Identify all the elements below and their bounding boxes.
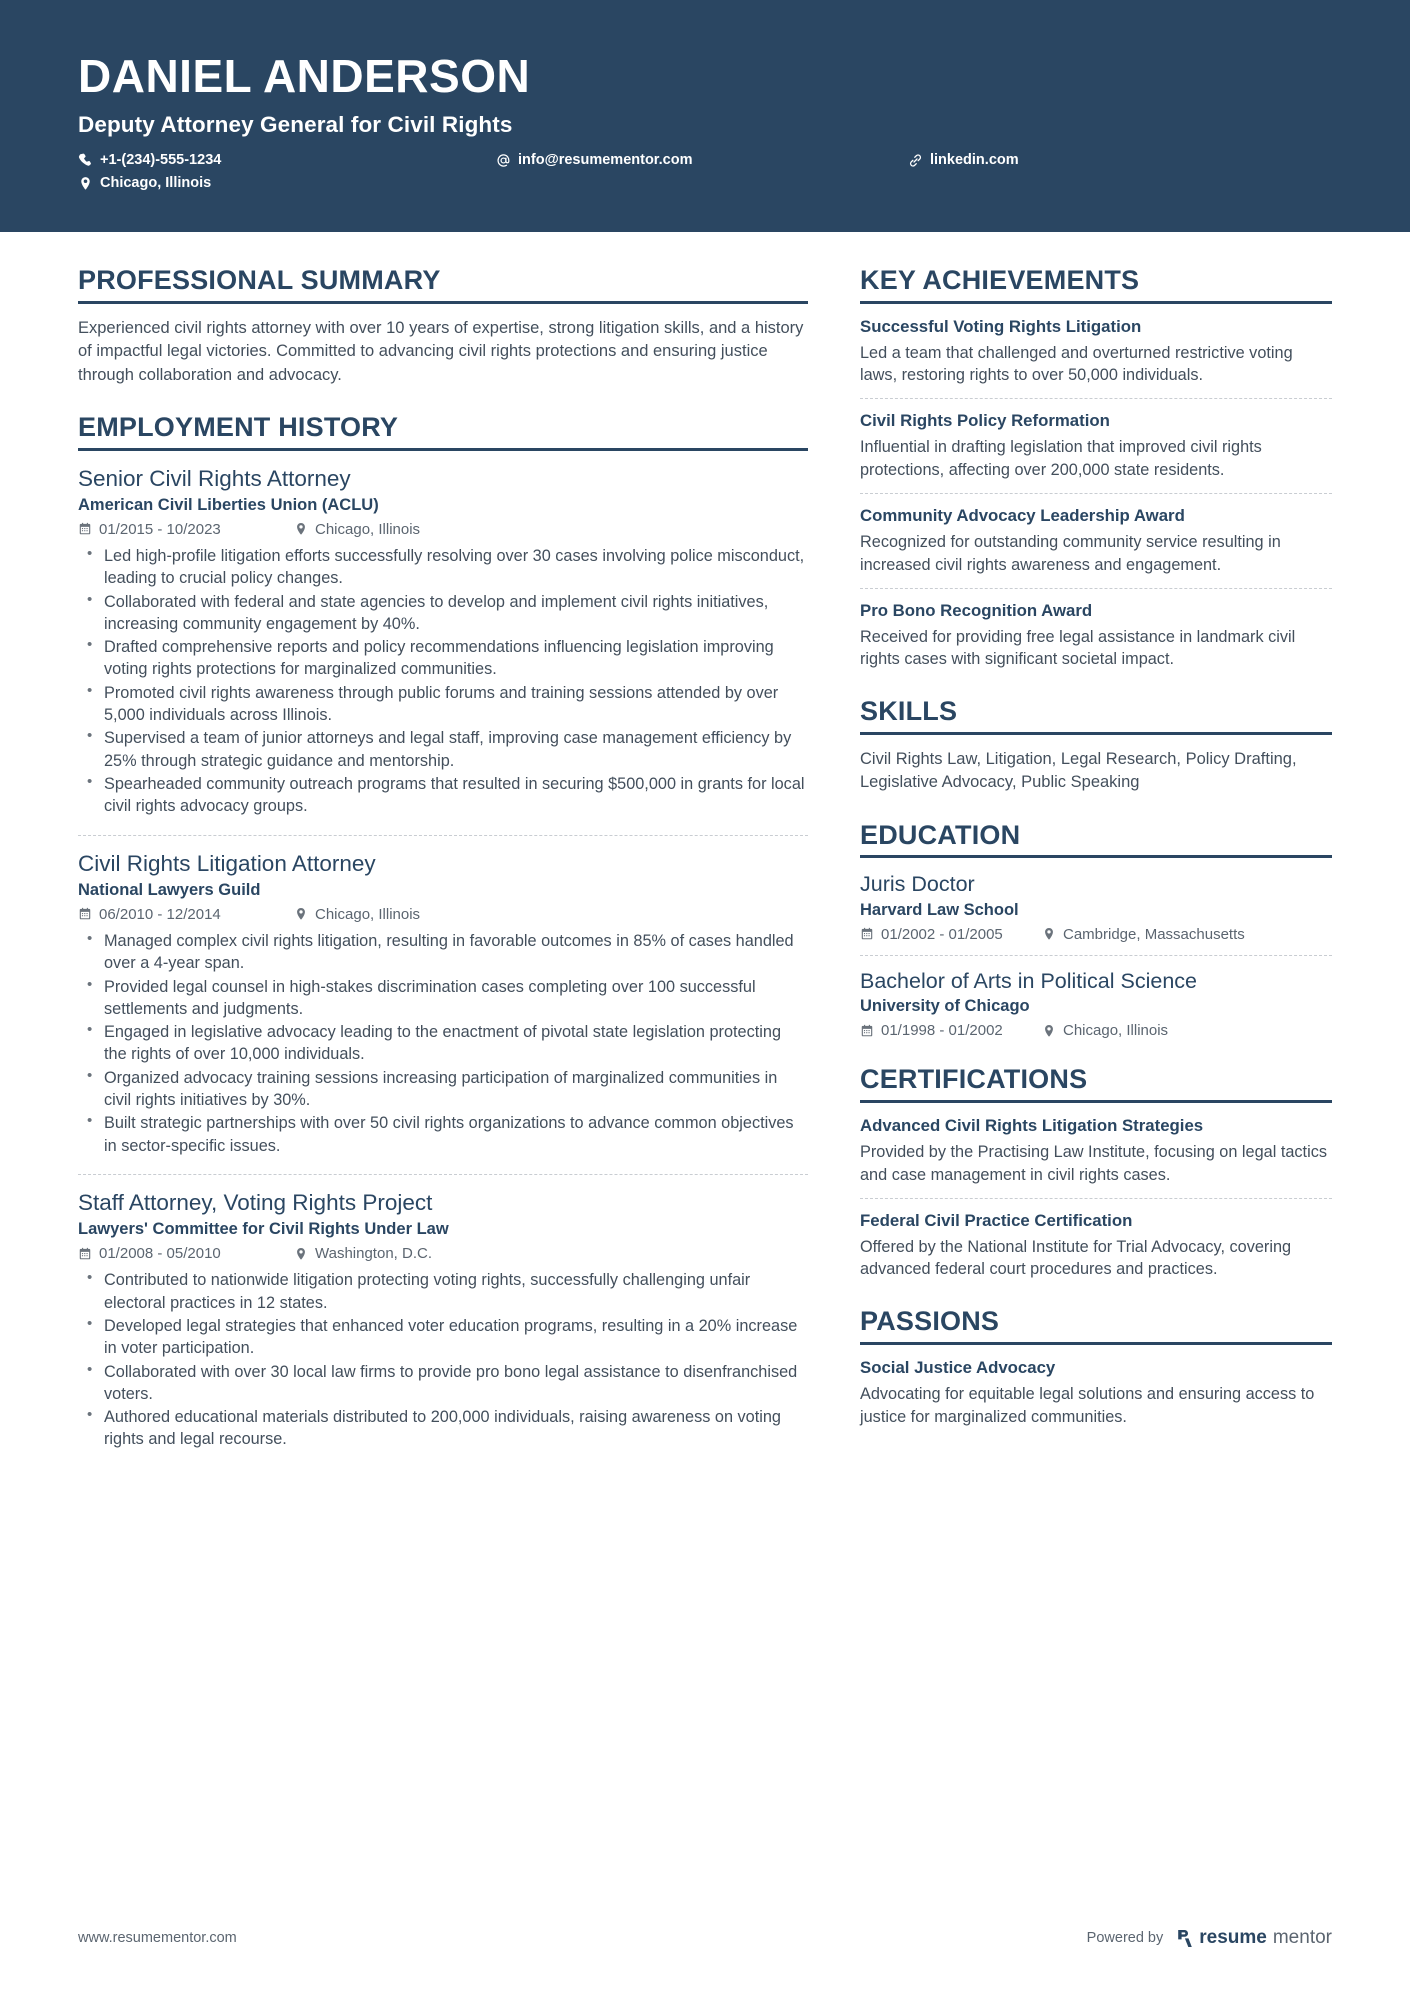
calendar-icon [78, 1247, 92, 1261]
achievement-title: Successful Voting Rights Litigation [860, 316, 1142, 336]
job-bullet: • Engaged in legislative advocacy leading to the enactment of pivotal state legislation protecting the rights of over 10,000 individuals. [78, 1021, 808, 1066]
education-location-text: Chicago, Illinois [1063, 1022, 1169, 1040]
entry-divider [860, 1198, 1332, 1199]
brand-name-second: mentor [1272, 1927, 1332, 1948]
achievement-description: Recognized for outstanding community service resulting in increased civil rights awareness and engagement. [860, 532, 1281, 574]
education-location-text: Cambridge, Massachusetts [1063, 925, 1245, 943]
job-company: American Civil Liberties Union (ACLU) [78, 495, 379, 514]
job-company: Lawyers' Committee for Civil Rights Under Law [78, 1220, 449, 1239]
job-bullet: • Managed complex civil rights litigation, resulting in favorable outcomes in 85% of cases handled over a 4-year span. [78, 930, 808, 975]
contact-linkedin[interactable] [908, 152, 1019, 168]
job-role: Civil Rights Litigation Attorney [78, 850, 376, 876]
header-job-title: Deputy Attorney General for Civil Rights [78, 112, 513, 138]
phone-icon [78, 153, 93, 168]
job-location [294, 906, 420, 923]
certification-description: Offered by the National Institute for Trial Advocacy, covering advanced federal court procedures and practices. [860, 1237, 1292, 1279]
section-heading: KEY ACHIEVEMENTS [860, 265, 1140, 295]
certification-item [860, 1116, 1332, 1187]
job-meta [78, 1245, 808, 1262]
employment-entry [78, 849, 808, 1164]
job-company: National Lawyers Guild [78, 880, 261, 899]
contact-phone[interactable] [78, 152, 496, 168]
achievement-item [860, 317, 1332, 388]
job-location-text: Chicago, Illinois [315, 520, 421, 538]
job-bullet: • Developed legal strategies that enhanced voter education programs, resulting in a 20% increase in voter participation. [78, 1315, 808, 1360]
resume-header [0, 0, 1410, 232]
education-dates [860, 1022, 1042, 1039]
section-rule [860, 301, 1332, 304]
section-education [860, 821, 1332, 1040]
section-rule [78, 301, 808, 304]
contact-phone-text: +1-(234)-555-1234 [100, 152, 222, 169]
contact-email[interactable] [496, 152, 908, 168]
resumementor-logo [1176, 1927, 1332, 1949]
certification-title: Federal Civil Practice Certification [860, 1210, 1133, 1230]
education-item [860, 968, 1332, 1040]
certification-title: Advanced Civil Rights Litigation Strategies [860, 1116, 1204, 1136]
job-role: Staff Attorney, Voting Rights Project [78, 1190, 433, 1216]
job-bullet: • Collaborated with over 30 local law firms to provide pro bono legal assistance to disenfranchised voters. [78, 1361, 808, 1406]
contact-location-text: Chicago, Illinois [100, 175, 212, 192]
section-heading: PROFESSIONAL SUMMARY [78, 265, 441, 295]
education-meta [860, 926, 1332, 943]
contact-linkedin-text: linkedin.com [930, 152, 1019, 169]
map-pin-icon [1042, 1024, 1056, 1038]
map-pin-icon [294, 1247, 308, 1261]
achievement-description: Received for providing free legal assistance in landmark civil rights cases with significant societal impact. [860, 627, 1296, 669]
section-rule [78, 448, 808, 451]
section-heading: CERTIFICATIONS [860, 1064, 1088, 1095]
contact-row-secondary [78, 175, 1332, 191]
calendar-icon [78, 907, 92, 921]
map-pin-icon [294, 522, 308, 536]
achievement-title: Pro Bono Recognition Award [860, 600, 1093, 620]
achievement-item [860, 506, 1332, 577]
left-column [78, 232, 808, 1927]
section-certifications [860, 1065, 1332, 1281]
achievement-title: Civil Rights Policy Reformation [860, 411, 1110, 431]
job-bullet: • Drafted comprehensive reports and policy recommendations influencing legislation improving voting rights protections for marginalized communities. [78, 636, 808, 681]
education-school: University of Chicago [860, 997, 1030, 1016]
job-bullet: • Organized advocacy training sessions increasing participation of marginalized communities in civil rights initiatives by 30%. [78, 1067, 808, 1112]
achievement-item [860, 411, 1332, 482]
certification-item [860, 1211, 1332, 1282]
job-dates-text: 01/2008 - 05/2010 [99, 1245, 221, 1263]
resume-body [0, 232, 1410, 1927]
contact-email-text: info@resumementor.com [518, 152, 693, 169]
certification-description: Provided by the Practising Law Institute, focusing on legal tactics and case management in civil rights cases. [860, 1143, 1327, 1184]
passion-item [860, 1358, 1332, 1429]
education-school: Harvard Law School [860, 900, 1019, 919]
section-rule [860, 1100, 1332, 1103]
footer-branding [1087, 1927, 1332, 1949]
job-location-text: Chicago, Illinois [315, 905, 421, 923]
job-dates [78, 521, 294, 538]
resume-footer [0, 1927, 1410, 1995]
education-dates [860, 926, 1042, 943]
page-title: DANIEL ANDERSON [78, 50, 531, 102]
job-dates-text: 01/2015 - 10/2023 [99, 520, 221, 538]
link-icon [908, 153, 923, 168]
job-bullet: • Provided legal counsel in high-stakes discrimination cases completing over 100 successful settlements and judgments. [78, 976, 808, 1021]
job-bullet: • Spearheaded community outreach programs that resulted in securing $500,000 in grants for local civil rights advocacy groups. [78, 773, 808, 818]
job-meta [78, 521, 808, 538]
job-location-text: Washington, D.C. [315, 1245, 432, 1263]
employment-entry [78, 1188, 808, 1458]
footer-url[interactable]: www.resumementor.com [78, 1930, 237, 1946]
at-icon [496, 153, 511, 168]
section-heading: PASSIONS [860, 1306, 1000, 1337]
entry-divider [860, 493, 1332, 494]
achievement-description: Influential in drafting legislation that improved civil rights protections, affecting over 200,000 state residents. [860, 438, 1262, 480]
education-degree: Juris Doctor [860, 872, 975, 897]
job-dates-text: 06/2010 - 12/2014 [99, 905, 221, 923]
calendar-icon [860, 927, 874, 941]
job-bullet: • Led high-profile litigation efforts successfully resolving over 30 cases involving police misconduct, leading to crucial policy changes. [78, 545, 808, 590]
passion-title: Social Justice Advocacy [860, 1357, 1056, 1377]
job-bullet: • Built strategic partnerships with over 50 civil rights organizations to advance common objectives in sector-specific issues. [78, 1112, 808, 1157]
section-rule [860, 732, 1332, 735]
section-employment-history [78, 413, 808, 1458]
map-pin-icon [294, 907, 308, 921]
job-bullets [78, 1269, 808, 1451]
education-location [1042, 926, 1245, 943]
employment-entry [78, 464, 808, 825]
section-passions [860, 1307, 1332, 1428]
job-role: Senior Civil Rights Attorney [78, 465, 351, 491]
contact-location [78, 175, 496, 191]
job-location [294, 1245, 432, 1262]
education-dates-text: 01/2002 - 01/2005 [881, 925, 1003, 943]
bookmark-icon [1176, 1929, 1193, 1948]
education-dates-text: 01/1998 - 01/2002 [881, 1022, 1003, 1040]
job-dates [78, 1245, 294, 1262]
job-location [294, 521, 420, 538]
job-meta [78, 906, 808, 923]
achievement-description: Led a team that challenged and overturned restrictive voting laws, restoring rights to over 50,000 individuals. [860, 343, 1293, 385]
section-heading: SKILLS [860, 696, 958, 727]
job-bullet: • Authored educational materials distributed to 200,000 individuals, raising awareness on voting rights and legal recourse. [78, 1406, 808, 1451]
education-degree: Bachelor of Arts in Political Science [860, 968, 1197, 993]
achievement-item [860, 601, 1332, 672]
calendar-icon [78, 522, 92, 536]
passion-description: Advocating for equitable legal solutions and ensuring access to justice for marginalized communities. [860, 1384, 1315, 1426]
map-pin-icon [78, 176, 93, 191]
summary-text: Experienced civil rights attorney with over 10 years of expertise, strong litigation skills, and a history of impactful legal victories. Committed to advancing civil rights protections and ensuring justice through collaboration and advocacy. [78, 318, 804, 384]
entry-divider [78, 1174, 808, 1175]
entry-divider [860, 398, 1332, 399]
achievement-title: Community Advocacy Leadership Award [860, 505, 1185, 525]
section-key-achievements [860, 266, 1332, 671]
entry-divider [78, 835, 808, 836]
contact-row-primary [78, 152, 1332, 168]
section-professional-summary [78, 266, 808, 387]
education-item [860, 871, 1332, 943]
education-meta [860, 1022, 1332, 1039]
section-rule [860, 1342, 1332, 1345]
entry-divider [860, 955, 1332, 956]
section-heading: EDUCATION [860, 819, 1021, 850]
right-column [860, 232, 1332, 1927]
job-bullet: • Collaborated with federal and state agencies to develop and implement civil rights initiatives, increasing community engagement by 40%. [78, 591, 808, 636]
job-bullet: • Promoted civil rights awareness through public forums and training sessions attended by over 5,000 individuals across Illinois. [78, 682, 808, 727]
education-location [1042, 1022, 1168, 1039]
section-skills [860, 697, 1332, 795]
brand-name-first: resume [1199, 1927, 1267, 1948]
powered-by-label: Powered by [1086, 1930, 1164, 1946]
section-heading: EMPLOYMENT HISTORY [78, 411, 399, 442]
job-bullet: • Contributed to nationwide litigation protecting voting rights, successfully challenging unfair electoral practices in 12 states. [78, 1269, 808, 1314]
job-dates [78, 906, 294, 923]
calendar-icon [860, 1024, 874, 1038]
section-rule [860, 855, 1332, 858]
entry-divider [860, 588, 1332, 589]
map-pin-icon [1042, 927, 1056, 941]
job-bullets [78, 545, 808, 818]
job-bullets [78, 930, 808, 1157]
job-bullet: • Supervised a team of junior attorneys and legal staff, improving case management efficiency by 25% through strategic guidance and mentorship. [78, 727, 808, 772]
skills-text: Civil Rights Law, Litigation, Legal Research, Policy Drafting, Legislative Advocacy, Public Speaking [860, 749, 1297, 792]
